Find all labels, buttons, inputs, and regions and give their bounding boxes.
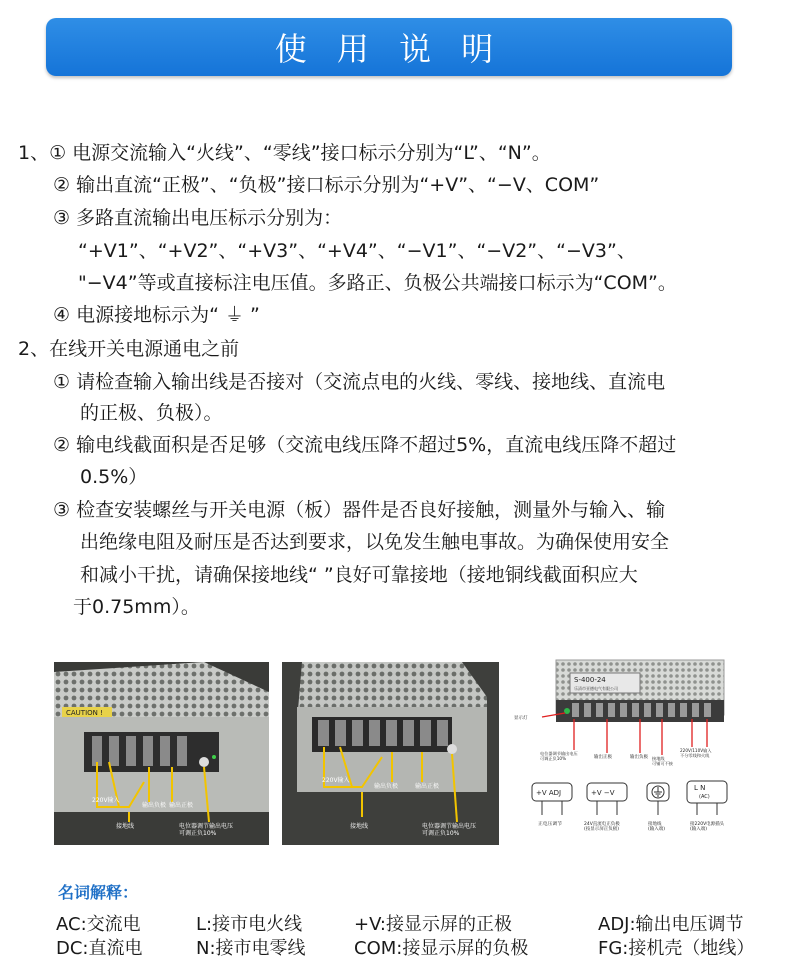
power-supply-photo-2 bbox=[282, 662, 499, 845]
box-vadj: +V ADJ bbox=[536, 789, 562, 797]
glossary-item: DC:直流电 bbox=[56, 938, 143, 959]
indicator-label: 显示灯 bbox=[514, 716, 528, 721]
maker-label: 乐清市亚德电气有限公司 bbox=[574, 686, 618, 691]
instruction-line: ③ 多路直流输出电压标示分别为： bbox=[53, 207, 343, 229]
power-supply-photo-1 bbox=[54, 662, 269, 845]
model-label: S-400-24 bbox=[574, 676, 606, 684]
glossary-item: N:接市电零线 bbox=[196, 938, 306, 959]
glossary-item: FG:接机壳（地线） bbox=[598, 938, 755, 959]
instruction-line: 1、① 电源交流输入“火线”、“零线”接口标示分别为“L”、“N”。 bbox=[18, 142, 551, 164]
negative-label: 输出负极 bbox=[630, 755, 648, 760]
negative-label: 输出负极 bbox=[142, 802, 167, 809]
box-vv: +V −V bbox=[591, 789, 615, 797]
caption-ac: 接220V电源插头(输入端) bbox=[690, 822, 725, 833]
instruction-line: 和减小干扰，请确保接地线“ ”良好可靠接地（接地铜线截面积应大 bbox=[80, 564, 638, 586]
wiring-diagram bbox=[512, 655, 746, 840]
caption-ground: 接地线(输入端) bbox=[648, 822, 666, 833]
glossary-item: +V:接显示屏的正极 bbox=[354, 914, 512, 935]
instruction-line: 2、在线开关电源通电之前 bbox=[18, 338, 240, 360]
instruction-line: 0.5%） bbox=[80, 466, 148, 488]
caution-label: CAUTION ! bbox=[66, 709, 103, 717]
glossary-item: L:接市电火线 bbox=[196, 914, 303, 935]
instruction-line: ② 输出直流“正极”、“负极”接口标示分别为“+V”、“−V、COM” bbox=[53, 174, 600, 196]
box-ac: (AC) bbox=[699, 794, 710, 800]
ground-label: 接地线 bbox=[116, 823, 135, 830]
negative-label: 输出负极 bbox=[374, 783, 399, 790]
caption-dc: 24V直流电正负极(按显示屏正负极) bbox=[584, 822, 620, 833]
page-title: 使 用 说 明 bbox=[274, 30, 504, 68]
instruction-line: “+V1”、“+V2”、“+V3”、“+V4”、“−V1”、“−V2”、“−V3”、 bbox=[78, 240, 636, 262]
pot-label: 电位器调节输出电压可调正负10% bbox=[422, 823, 477, 837]
glossary-item: AC:交流电 bbox=[56, 914, 141, 935]
glossary-item: ADJ:输出电压调节 bbox=[598, 914, 744, 935]
instruction-line: ④ 电源接地标示为“ ⏚ ” bbox=[53, 304, 260, 326]
pot-label: 电位器调节输出电压可调正负10% bbox=[540, 751, 578, 761]
title-banner bbox=[46, 18, 732, 76]
positive-label: 输出正极 bbox=[415, 783, 440, 790]
instruction-line: 于0.75mm）。 bbox=[73, 596, 200, 618]
positive-label: 输出正极 bbox=[594, 755, 612, 760]
instruction-line: ③ 检查安装螺丝与开关电源（板）器件是否良好接触，测量外与输入、输 bbox=[53, 499, 666, 521]
glossary-title: 名词解释： bbox=[58, 883, 139, 902]
ground-label: 接地线 bbox=[350, 823, 369, 830]
positive-label: 输出正极 bbox=[169, 802, 194, 809]
glossary-item: COM:接显示屏的负极 bbox=[354, 938, 529, 959]
instruction-line: 的正极、负极）。 bbox=[80, 402, 223, 424]
ac-input-label: 220V/110V输入不分零线和火线 bbox=[680, 748, 712, 758]
ground-label: 接地线可铺可不接 bbox=[652, 756, 673, 766]
input-label: 220V输入 bbox=[92, 797, 120, 804]
instruction-line: ① 请检查输入输出线是否接对（交流点电的火线、零线、接地线、直流电 bbox=[53, 371, 666, 393]
box-ln: L N bbox=[694, 784, 706, 792]
instruction-line: "−V4”等或直接标注电压值。多路正、负极公共端接口标示为“COM”。 bbox=[78, 272, 677, 294]
instruction-line: ② 输电线截面积是否足够（交流电线压降不超过5%，直流电线压降不超过 bbox=[53, 434, 677, 456]
caption-adj: 正电压调节 bbox=[538, 822, 562, 827]
pot-label: 电位器调节输出电压可调正负10% bbox=[179, 823, 234, 837]
instruction-line: 出绝缘电阻及耐压是否达到要求，以免发生触电事故。为确保使用安全 bbox=[80, 531, 670, 553]
input-label: 220V输入 bbox=[322, 777, 350, 784]
